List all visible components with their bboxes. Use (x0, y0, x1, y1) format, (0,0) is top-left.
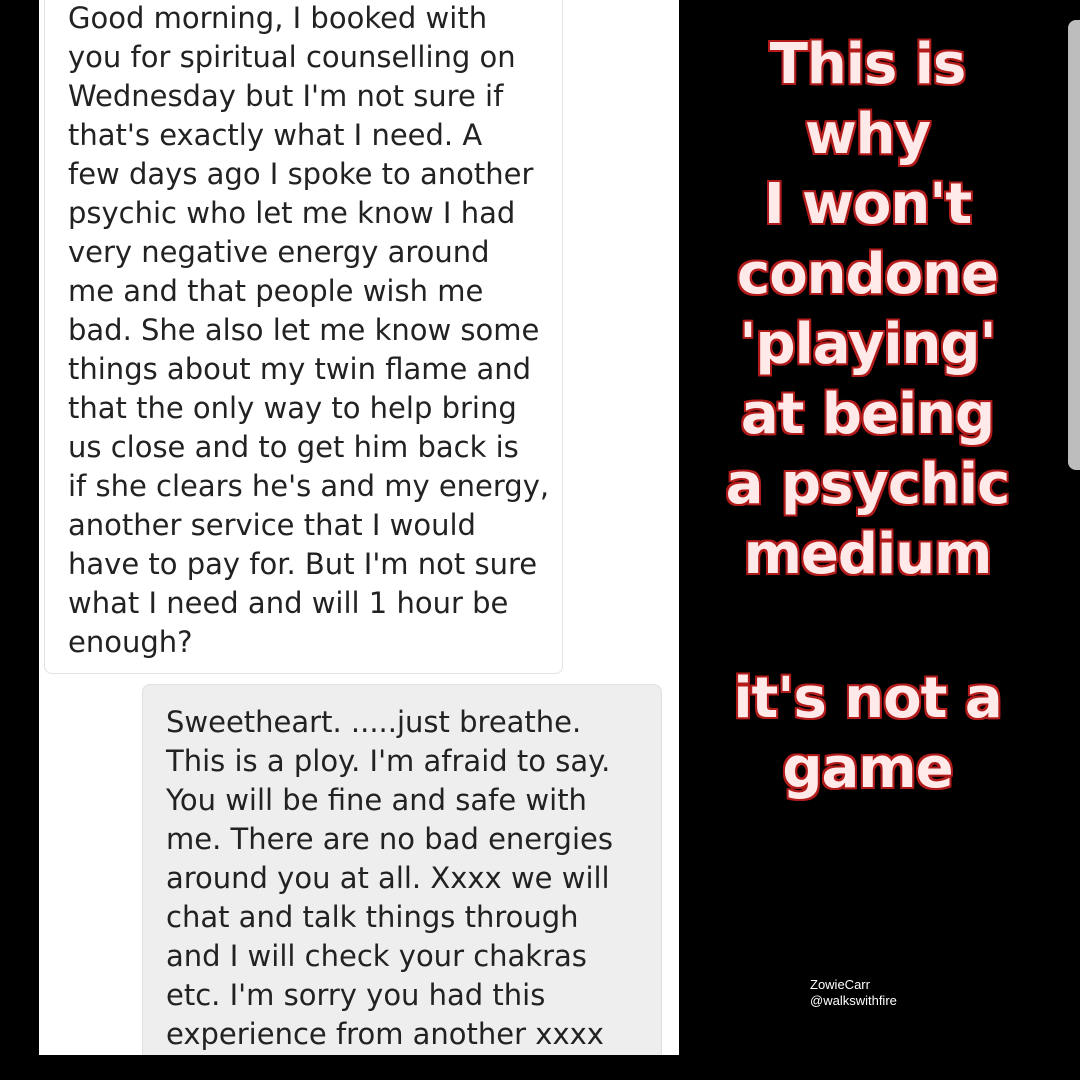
overlay-subline: it's not a game (733, 666, 1002, 801)
overlay-headline: This is why I won't condone 'playing' at being a psychic medium (725, 32, 1010, 587)
reply-message-bubble: Sweetheart. .....just breathe. This is a ploy. I'm afraid to say. You will be fine and safe with me. There are no bad energies around you at all. Xxxx we will chat and talk things through and I will check your chakras etc. I'm sorry you had this experience from another xxxx (142, 684, 662, 1055)
incoming-message-bubble: Good morning, I booked with you for spiritual counselling on Wednesday but I'm not sure if that's exactly what I need. A few days ago I spoke to another psychic who let me know I had very negative energy around me and that people wish me bad. She also let me know some things about my twin flame and that the only way to help bring us close and to get him back is if she clears he's and my energy, another service that I would have to pay for. But I'm not sure what I need and will 1 hour be enough? (44, 0, 563, 674)
credit-name: ZowieCarr (810, 977, 870, 992)
credit-handle: @walkswithfire (810, 993, 897, 1008)
chat-panel[interactable] (39, 0, 679, 1055)
credit-watermark (810, 977, 897, 1009)
scroll-handle[interactable] (1068, 20, 1080, 470)
